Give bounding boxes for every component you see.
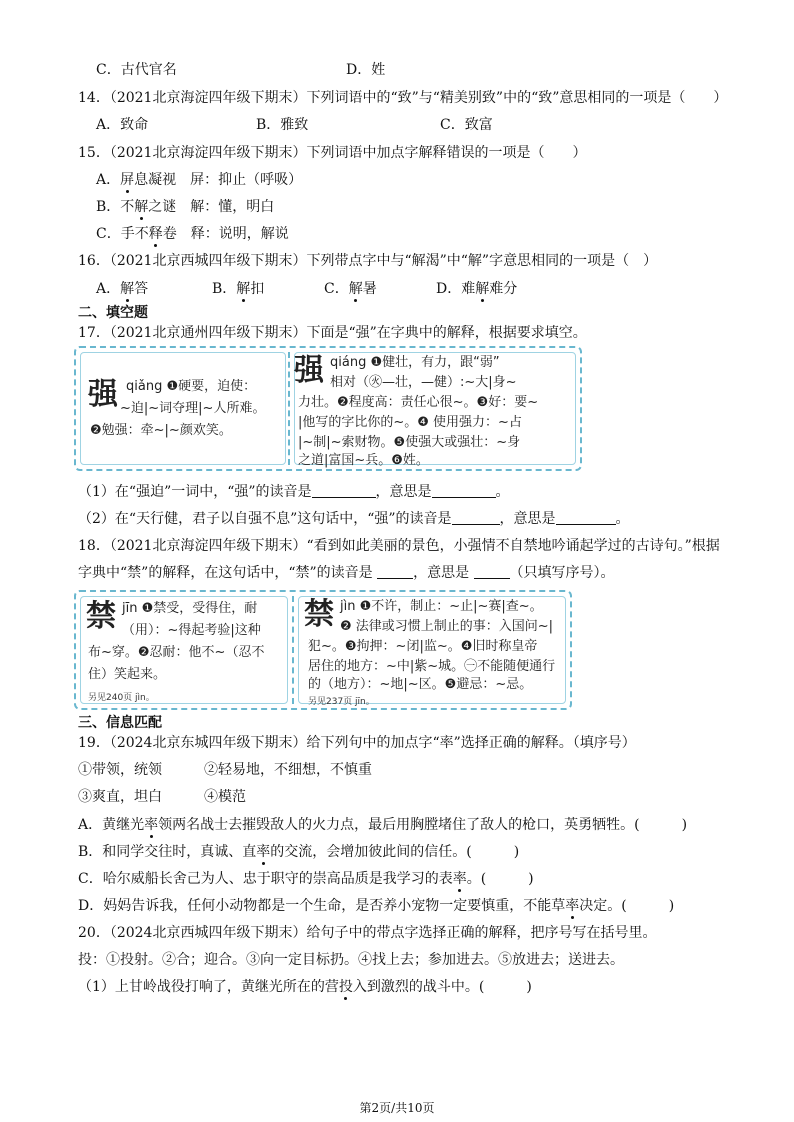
- q20-definitions: 投：①投射。②合；迎合。③向一定目标扔。④找上去；参加进去。⑤放进去；送进去。: [78, 952, 624, 968]
- q15-a-dotted-char: 屏: [120, 172, 135, 188]
- q16-c-prefix: C．: [324, 281, 349, 297]
- q13-option-d: D．姓: [346, 62, 386, 78]
- q18-left-headword: 禁: [86, 599, 116, 634]
- q16-stem: 16．（2021北京西城四年级下期末）下列带点字中与“解渴”中“解”字意思相同的一项是（ ）: [78, 253, 658, 269]
- q19-b-rest: 的交流，会增加彼此间的信任。( ): [270, 844, 520, 860]
- q17-right-headword: 强: [294, 353, 324, 388]
- q15-b-dotted-char: 解: [134, 199, 149, 215]
- q17-sub1-text: （1）在“强迫”一词中，“强”的读音是: [78, 484, 312, 500]
- q19-c-dotted-char: 率: [452, 871, 467, 887]
- q19-a-prefix: A．黄继光: [78, 817, 145, 833]
- q18-stem2-part-c: （只填写序号）。: [509, 565, 615, 581]
- q18-stem-line-1: 18．（2021北京海淀四年级下期末）“看到如此美丽的景色，小强情不自禁地吟诵起学过的古诗句。”根据: [78, 538, 720, 554]
- q17-left-line-2: ~迫|~词夺理|~人所难。: [120, 401, 266, 416]
- section-title-fill-in: 二、填空题: [78, 305, 148, 321]
- q18-right-line-1: jìn ❶不许，制止：~止|~赛|查~。: [340, 599, 543, 614]
- q17-right-line-4: |他写的字比你的~。❹ 使用强力：~占: [298, 415, 522, 430]
- q18-blank-pronunciation[interactable]: [377, 565, 413, 579]
- q13-option-c: C．古代官名: [96, 62, 177, 78]
- q17-dict-divider: [288, 352, 290, 465]
- q16-c-dotted-char: 解: [348, 281, 363, 297]
- q17-left-line-1: qiǎng ❶硬要，迫使：: [126, 379, 257, 394]
- q16-b-dotted-char: 解: [236, 281, 251, 297]
- q18-left-line-4: 住）笑起来。: [88, 667, 167, 682]
- q19-sentence-c: [78, 870, 534, 888]
- q16-a-prefix: A．: [96, 281, 121, 297]
- q15-stem: 15．（2021北京海淀四年级下期末）下列词语中加点字解释错误的一项是（ ）: [78, 145, 587, 161]
- q18-right-see-also: 另见237页 jīn。: [308, 697, 375, 707]
- q19-d-rest: 决定。( ): [579, 898, 675, 914]
- q17-sub2-mid: ，意思是: [499, 511, 556, 527]
- q17-stem: 17．（2021北京通州四年级下期末）下面是“强”在字典中的解释，根据要求填空。: [78, 325, 587, 341]
- page-number-footer: 第2页/共10页: [359, 1101, 435, 1115]
- q18-blank-meaning[interactable]: [474, 565, 510, 579]
- q19-meaning-2: ②轻易地，不细想，不慎重: [204, 762, 372, 778]
- q17-left-line-3: ❷勉强：牵~|~颜欢笑。: [90, 423, 232, 438]
- q15-option-a: [96, 171, 302, 189]
- q17-right-line-2: 相对（㊋—壮，—健）:~大|身~: [330, 375, 517, 390]
- q20-sentence-1: [78, 978, 532, 996]
- q18-dict-divider: [292, 596, 294, 704]
- q19-sentence-a: [78, 816, 687, 834]
- q19-meaning-4: ④模范: [204, 789, 246, 805]
- q19-d-prefix: D．妈妈告诉我，任何小动物都是一个生命，是否养小宠物一定要慎重，不能草: [78, 898, 566, 914]
- q16-d-prefix: D．难: [436, 281, 476, 297]
- q17-sub2-blank-pronunciation[interactable]: [452, 511, 500, 525]
- q17-right-line-5: |~制|~索财物。❺使强大或强壮：~身: [298, 435, 521, 450]
- q20-stem: 20．（2024北京西城四年级下期末）给句子中的带点字选择正确的解释，把序号写在括号里。: [78, 925, 657, 941]
- q19-meaning-3: ③爽直，坦白: [78, 789, 162, 805]
- q16-option-b: [212, 280, 264, 298]
- section-title-matching: 三、信息匹配: [78, 715, 162, 731]
- q17-sub2-end: 。: [615, 511, 630, 527]
- q17-sub1-blank-meaning[interactable]: [432, 484, 496, 498]
- q15-c-dotted-char: 释: [148, 226, 163, 242]
- q16-d-dotted-char: 解: [475, 281, 490, 297]
- q17-sub-question-2: [78, 510, 630, 528]
- q18-dictionary-box: [74, 590, 572, 710]
- q15-option-b: [96, 198, 274, 216]
- q17-sub1-mid: ，意思是: [375, 484, 432, 500]
- q17-dictionary-box: [74, 346, 582, 471]
- q18-left-line-1: jīn ❶禁受，受得住，耐: [122, 601, 258, 616]
- q18-stem2-part-a: 字典中“禁”的解释，在这句话中，“禁”的读音是: [78, 565, 373, 581]
- q16-b-rest: 扣: [250, 281, 265, 297]
- q15-a-prefix: A．: [96, 172, 121, 188]
- q18-stem-line-2: [78, 564, 615, 582]
- q17-sub-question-1: [78, 483, 510, 501]
- q18-left-see-also: 另见240页 jìn。: [88, 693, 155, 703]
- q17-sub1-end: 。: [495, 484, 510, 500]
- q16-a-dotted-char: 解: [120, 281, 135, 297]
- q20-s1-rest: 入到激烈的战斗中。( ): [352, 979, 532, 995]
- q18-right-line-3: 犯~。❸拘押：~闭|监~。❹旧时称皇帝: [308, 639, 538, 654]
- q14-option-a: A．致命: [96, 117, 149, 133]
- q17-right-line-6: 之道|富国~兵。❻姓。: [298, 453, 429, 468]
- q17-sub2-text: （2）在“天行健，君子以自强不息”这句话中，“强”的读音是: [78, 511, 452, 527]
- q16-option-d: [436, 280, 517, 298]
- q19-sentence-d: [78, 897, 674, 915]
- q19-stem: 19．（2024北京东城四年级下期末）给下列句中的加点字“率”选择正确的解释。（填序号）: [78, 735, 636, 751]
- q19-c-rest: 。( ): [466, 871, 534, 887]
- q16-b-prefix: B．: [212, 281, 237, 297]
- q18-right-line-2: ❷ 法律或习惯上制止的事：入国问~|: [340, 619, 554, 634]
- q17-sub2-blank-meaning[interactable]: [556, 511, 616, 525]
- q17-left-headword: 强: [88, 377, 118, 412]
- q16-option-a: [96, 280, 148, 298]
- q14-stem: 14．（2021北京海淀四年级下期末）下列词语中的“致”与“精美别致”中的“致”意思相同的一项是（ ）: [78, 90, 728, 106]
- q19-meaning-1: ①带领，统领: [78, 762, 162, 778]
- q18-right-line-5: 的（地方）：~地|~区。❺避忌：~忌。: [308, 677, 533, 692]
- q15-a-explanation: 屏：抑止（呼吸）: [190, 172, 303, 188]
- q15-b-rest: 之谜 解：懂，明白: [148, 199, 275, 215]
- q19-b-dotted-char: 率: [256, 844, 271, 860]
- q14-option-b: B．雅致: [256, 117, 309, 133]
- q17-right-line-1: qiáng ❶健壮，有力，跟“弱”: [330, 355, 500, 370]
- q15-c-rest: 卷 释：说明，解说: [162, 226, 289, 242]
- q19-a-rest: 领两名战士去摧毁敌人的火力点，最后用胸膛堵住了敌人的枪口，英勇牺牲。( ): [158, 817, 688, 833]
- q20-s1-dotted-char: 投: [338, 979, 353, 995]
- q18-right-line-4: 居住的地方：~中|紫~城。㊀不能随便通行: [308, 659, 556, 674]
- q19-sentence-b: [78, 843, 519, 861]
- q15-a-rest: 息凝视: [134, 172, 191, 188]
- q18-left-line-3: 布~穿。❷忍耐：他不~（忍不: [88, 645, 265, 660]
- q16-a-rest: 答: [134, 281, 149, 297]
- q14-option-c: C．致富: [440, 117, 493, 133]
- q16-d-rest: 难分: [489, 281, 518, 297]
- q16-c-rest: 暑: [362, 281, 377, 297]
- q15-option-c: [96, 225, 289, 243]
- q18-right-headword: 禁: [304, 597, 334, 632]
- q16-option-c: [324, 280, 377, 298]
- q15-b-prefix: B．不: [96, 199, 135, 215]
- q18-left-line-2: （用）：~得起考验|这种: [122, 623, 261, 638]
- q20-s1-prefix: （1）上甘岭战役打响了，黄继光所在的营: [78, 979, 339, 995]
- q19-b-prefix: B．和同学交往时，真诚、直: [78, 844, 257, 860]
- q19-a-dotted-char: 率: [144, 817, 159, 833]
- q17-right-line-3: 力壮。❷程度高：责任心很~。❸好：要~: [298, 395, 539, 410]
- q19-c-prefix: C．哈尔威船长舍己为人、忠于职守的崇高品质是我学习的表: [78, 871, 453, 887]
- q19-d-dotted-char: 率: [565, 898, 580, 914]
- q17-sub1-blank-pronunciation[interactable]: [312, 484, 376, 498]
- q15-c-prefix: C．手不: [96, 226, 149, 242]
- q18-stem2-part-b: ，意思是: [413, 565, 470, 581]
